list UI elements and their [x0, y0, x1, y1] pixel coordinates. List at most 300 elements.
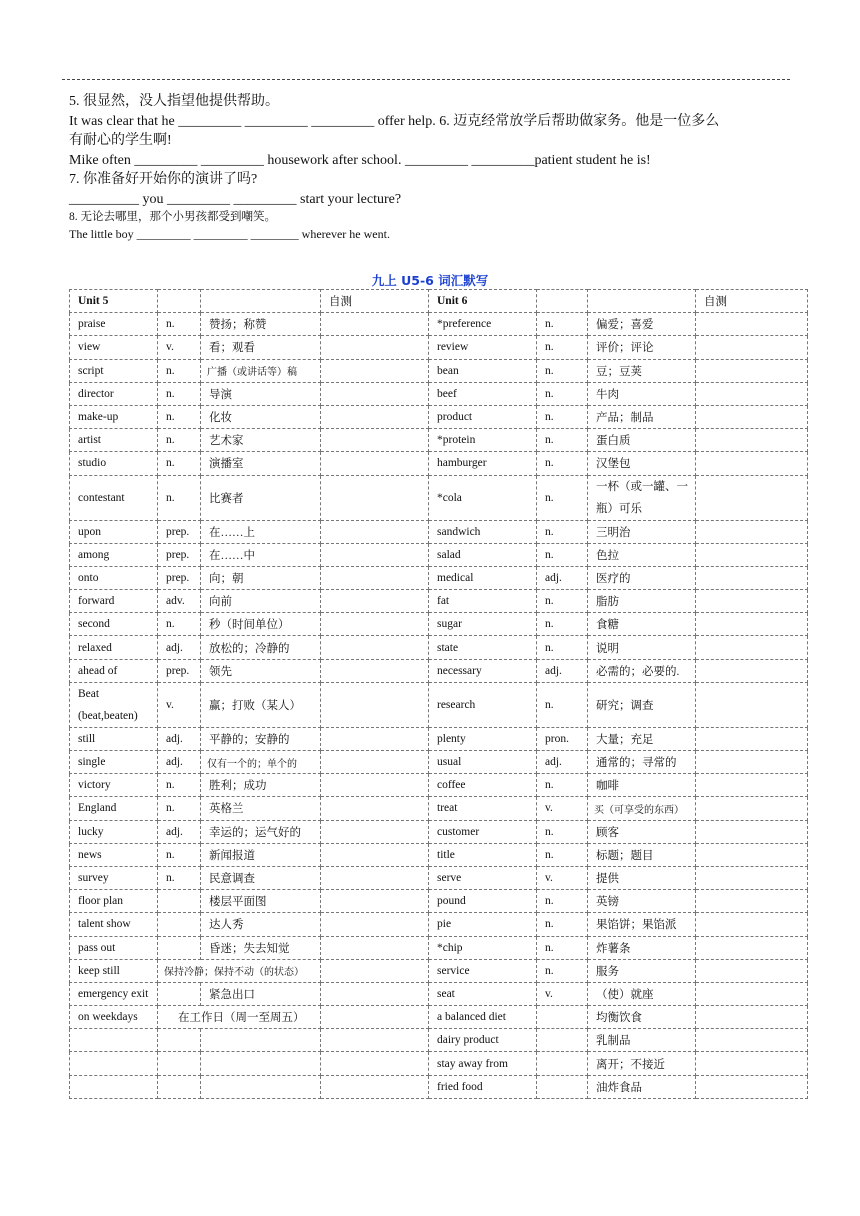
- word-cell: pie: [429, 913, 537, 936]
- meaning-cell: （使）就座: [588, 982, 696, 1005]
- self-test-cell: [696, 636, 808, 659]
- table-row: [70, 866, 808, 889]
- pos-cell: [158, 936, 201, 959]
- meaning-cell: 色拉: [588, 543, 696, 566]
- meaning-cell: 幸运的；运气好的: [201, 820, 321, 843]
- word-cell: among: [70, 543, 158, 566]
- word-cell: script: [70, 359, 158, 382]
- pos-cell: v.: [537, 982, 588, 1005]
- meaning-cell: [201, 1075, 321, 1098]
- self-test-cell: [321, 1029, 429, 1052]
- meaning-cell: 民意调查: [201, 866, 321, 889]
- meaning-cell: 胜利；成功: [201, 774, 321, 797]
- word-cell: forward: [70, 590, 158, 613]
- word-cell: [70, 1052, 158, 1075]
- meaning-cell: 紧急出口: [201, 982, 321, 1005]
- table-row: [70, 890, 808, 913]
- word-cell: news: [70, 843, 158, 866]
- pos-cell: v.: [158, 682, 201, 727]
- pos-cell: prep.: [158, 520, 201, 543]
- table-row: [70, 1029, 808, 1052]
- meaning-cell: 秒（时间单位）: [201, 613, 321, 636]
- table-row: [70, 590, 808, 613]
- pos-cell: [158, 1075, 201, 1098]
- self-test-cell: [321, 1075, 429, 1098]
- table-row: [70, 543, 808, 566]
- meaning-cell: 研究；调查: [588, 682, 696, 727]
- self-test-cell: [696, 359, 808, 382]
- pos-cell: [158, 913, 201, 936]
- word-cell: state: [429, 636, 537, 659]
- table-row: [70, 405, 808, 428]
- exercise-section: [69, 92, 793, 243]
- meaning-cell: 标题；题目: [588, 843, 696, 866]
- word-cell: director: [70, 382, 158, 405]
- word-cell: stay away from: [429, 1052, 537, 1075]
- pos-cell: [537, 1006, 588, 1029]
- table-row: [70, 959, 808, 982]
- word-cell: review: [429, 336, 537, 359]
- meaning-cell: 在……中: [201, 543, 321, 566]
- word-cell: second: [70, 613, 158, 636]
- vocabulary-table: [69, 289, 808, 1099]
- pos-cell: n.: [158, 382, 201, 405]
- pos-cell: n.: [537, 359, 588, 382]
- word-cell: *preference: [429, 313, 537, 336]
- word-cell: serve: [429, 866, 537, 889]
- word-cell: seat: [429, 982, 537, 1005]
- pos-cell: n.: [158, 429, 201, 452]
- table-row: [70, 1052, 808, 1075]
- self-test-cell: [321, 1052, 429, 1075]
- meaning-cell: 提供: [588, 866, 696, 889]
- word-cell: sandwich: [429, 520, 537, 543]
- table-row: [70, 936, 808, 959]
- pos-cell: [158, 1052, 201, 1075]
- self-test-cell: [696, 866, 808, 889]
- pos-cell: n.: [537, 336, 588, 359]
- empty-cell: [588, 290, 696, 313]
- exercise-line: Mike often _________ _________ housework after school. _________ _________patient student he is!: [69, 152, 651, 168]
- table-row: [70, 475, 808, 520]
- self-test-cell: [321, 405, 429, 428]
- pos-cell: adj.: [158, 751, 201, 774]
- self-test-cell: [696, 1075, 808, 1098]
- self-test-cell: [321, 520, 429, 543]
- meaning-cell: [201, 1029, 321, 1052]
- word-cell: praise: [70, 313, 158, 336]
- word-cell: title: [429, 843, 537, 866]
- table-row: [70, 613, 808, 636]
- word-cell: England: [70, 797, 158, 820]
- self-test-cell: [696, 959, 808, 982]
- pos-cell: [537, 1052, 588, 1075]
- exercise-line: 5. 很显然，没人指望他提供帮助。: [69, 94, 279, 109]
- empty-cell: [201, 290, 321, 313]
- table-row: [70, 682, 808, 727]
- self-test-cell: [321, 336, 429, 359]
- meaning-cell: 评价；评论: [588, 336, 696, 359]
- unit6-header: Unit 6: [429, 290, 537, 313]
- word-cell: bean: [429, 359, 537, 382]
- pos-cell: n.: [158, 843, 201, 866]
- self-test-cell: [321, 1006, 429, 1029]
- self-test-cell: [696, 520, 808, 543]
- self-test-cell: [321, 866, 429, 889]
- word-cell: view: [70, 336, 158, 359]
- table-row: [70, 1006, 808, 1029]
- self-test-cell: [696, 727, 808, 750]
- meaning-cell: 领先: [201, 659, 321, 682]
- word-cell: on weekdays: [70, 1006, 158, 1029]
- meaning-cell: 顾客: [588, 820, 696, 843]
- meaning-cell: 广播（或讲话等）稿: [201, 359, 321, 382]
- pos-cell: n.: [537, 774, 588, 797]
- meaning-cell: 必需的；必要的.: [588, 659, 696, 682]
- meaning-cell: 赢；打败（某人）: [201, 682, 321, 727]
- self-test-cell: [321, 774, 429, 797]
- exercise-line: The little boy _________ _________ ________ wherever he went.: [69, 227, 390, 241]
- word-cell: salad: [429, 543, 537, 566]
- self-test-cell: [696, 936, 808, 959]
- meaning-cell: 通常的；寻常的: [588, 751, 696, 774]
- word-cell: ahead of: [70, 659, 158, 682]
- meaning-cell: 在……上: [201, 520, 321, 543]
- meaning-cell: 楼层平面图: [201, 890, 321, 913]
- meaning-cell: 汉堡包: [588, 452, 696, 475]
- pos-cell: n.: [537, 913, 588, 936]
- word-cell: keep still: [70, 959, 158, 982]
- pos-cell: n.: [537, 890, 588, 913]
- pos-cell: n.: [537, 543, 588, 566]
- self-test-cell: [321, 982, 429, 1005]
- meaning-cell: 向前: [201, 590, 321, 613]
- meaning-cell: 蛋白质: [588, 429, 696, 452]
- self-test-cell: [321, 659, 429, 682]
- word-cell: survey: [70, 866, 158, 889]
- pos-cell: [158, 890, 201, 913]
- pos-cell: n.: [537, 636, 588, 659]
- self-test-cell: [696, 843, 808, 866]
- self-test-cell: [696, 982, 808, 1005]
- exercise-line: 有耐心的学生啊!: [69, 133, 172, 148]
- meaning-cell: 昏迷；失去知觉: [201, 936, 321, 959]
- self-test-cell: [696, 405, 808, 428]
- table-row: [70, 429, 808, 452]
- self-test-cell: [321, 797, 429, 820]
- meaning-cell: 大量；充足: [588, 727, 696, 750]
- meaning-cell: 医疗的: [588, 566, 696, 589]
- word-cell: fried food: [429, 1075, 537, 1098]
- self-test-cell: [696, 1006, 808, 1029]
- word-cell: necessary: [429, 659, 537, 682]
- pos-cell: prep.: [158, 543, 201, 566]
- meaning-cell: 在工作日（周一至周五）: [158, 1006, 321, 1029]
- pos-cell: adj.: [158, 727, 201, 750]
- pos-cell: n.: [158, 405, 201, 428]
- self-test-cell: [321, 682, 429, 727]
- meaning-cell: 艺术家: [201, 429, 321, 452]
- table-row: [70, 636, 808, 659]
- meaning-cell: 脂肪: [588, 590, 696, 613]
- table-row: [70, 566, 808, 589]
- self-test-cell: [321, 313, 429, 336]
- self-test-cell: [696, 1029, 808, 1052]
- meaning-cell: 看；观看: [201, 336, 321, 359]
- self-test-cell: [696, 613, 808, 636]
- meaning-cell: 保持冷静；保持不动（的状态）: [158, 959, 321, 982]
- pos-cell: n.: [158, 313, 201, 336]
- meaning-cell: 演播室: [201, 452, 321, 475]
- pos-cell: n.: [537, 820, 588, 843]
- meaning-cell: 平静的；安静的: [201, 727, 321, 750]
- meaning-cell: 牛肉: [588, 382, 696, 405]
- meaning-cell: 买（可享受的东西）: [588, 797, 696, 820]
- word-cell: [70, 1075, 158, 1098]
- meaning-cell: 说明: [588, 636, 696, 659]
- pos-cell: adj.: [537, 566, 588, 589]
- meaning-cell: 炸薯条: [588, 936, 696, 959]
- word-cell: *chip: [429, 936, 537, 959]
- word-cell: studio: [70, 452, 158, 475]
- pos-cell: adj.: [537, 659, 588, 682]
- meaning-cell: 豆；豆荚: [588, 359, 696, 382]
- word-cell: *protein: [429, 429, 537, 452]
- pos-cell: pron.: [537, 727, 588, 750]
- word-cell: fat: [429, 590, 537, 613]
- empty-cell: [537, 290, 588, 313]
- meaning-cell: 三明治: [588, 520, 696, 543]
- self-test-cell: [696, 1052, 808, 1075]
- meaning-cell: 仅有一个的；单个的: [201, 751, 321, 774]
- pos-cell: n.: [537, 405, 588, 428]
- self-test-cell: [696, 566, 808, 589]
- word-cell: relaxed: [70, 636, 158, 659]
- self-test-cell: [696, 751, 808, 774]
- pos-cell: n.: [158, 475, 201, 520]
- exercise-line: 8. 无论去哪里，那个小男孩都受到嘲笑。: [69, 211, 276, 223]
- exercise-line: __________ you _________ _________ start your lecture?: [69, 191, 402, 207]
- table-row: [70, 452, 808, 475]
- word-cell: sugar: [429, 613, 537, 636]
- word-cell: lucky: [70, 820, 158, 843]
- pos-cell: n.: [537, 382, 588, 405]
- meaning-cell: 英格兰: [201, 797, 321, 820]
- self-test-cell: [321, 820, 429, 843]
- self-test-header: 自测: [321, 290, 429, 313]
- meaning-cell: 英镑: [588, 890, 696, 913]
- meaning-cell: 离开；不接近: [588, 1052, 696, 1075]
- table-row: [70, 359, 808, 382]
- word-cell: floor plan: [70, 890, 158, 913]
- word-cell: talent show: [70, 913, 158, 936]
- table-row: [70, 751, 808, 774]
- pos-cell: n.: [537, 429, 588, 452]
- pos-cell: n.: [158, 359, 201, 382]
- meaning-cell: 油炸食品: [588, 1075, 696, 1098]
- pos-cell: adv.: [158, 590, 201, 613]
- meaning-cell: [201, 1052, 321, 1075]
- pos-cell: prep.: [158, 659, 201, 682]
- self-test-cell: [696, 452, 808, 475]
- pos-cell: n.: [158, 452, 201, 475]
- word-cell: Beat (beat,beaten): [70, 682, 158, 727]
- pos-cell: n.: [158, 774, 201, 797]
- pos-cell: n.: [537, 313, 588, 336]
- self-test-cell: [696, 797, 808, 820]
- pos-cell: prep.: [158, 566, 201, 589]
- word-cell: usual: [429, 751, 537, 774]
- table-row: [70, 982, 808, 1005]
- self-test-header: 自测: [696, 290, 808, 313]
- pos-cell: [158, 1029, 201, 1052]
- exercise-line: 7. 你准备好开始你的演讲了吗?: [69, 172, 258, 187]
- pos-cell: n.: [537, 475, 588, 520]
- self-test-cell: [321, 636, 429, 659]
- self-test-cell: [696, 429, 808, 452]
- empty-cell: [158, 290, 201, 313]
- pos-cell: n.: [537, 590, 588, 613]
- self-test-cell: [321, 475, 429, 520]
- exercise-line: It was clear that he _________ _________ _________ offer help. 6. 迈克经常放学后帮助做家务。他是一位多么: [69, 113, 720, 129]
- word-cell: hamburger: [429, 452, 537, 475]
- unit5-header: Unit 5: [70, 290, 158, 313]
- pos-cell: v.: [537, 797, 588, 820]
- pos-cell: adj.: [158, 820, 201, 843]
- pos-cell: n.: [537, 959, 588, 982]
- self-test-cell: [321, 613, 429, 636]
- table-row: [70, 382, 808, 405]
- pos-cell: n.: [158, 797, 201, 820]
- self-test-cell: [696, 774, 808, 797]
- meaning-cell: 向；朝: [201, 566, 321, 589]
- pos-cell: n.: [537, 613, 588, 636]
- self-test-cell: [696, 659, 808, 682]
- self-test-cell: [321, 452, 429, 475]
- pos-cell: adj.: [158, 636, 201, 659]
- pos-cell: n.: [158, 613, 201, 636]
- word-cell: pound: [429, 890, 537, 913]
- pos-cell: n.: [537, 682, 588, 727]
- word-cell: beef: [429, 382, 537, 405]
- self-test-cell: [696, 590, 808, 613]
- self-test-cell: [321, 429, 429, 452]
- word-cell: treat: [429, 797, 537, 820]
- meaning-cell: 达人秀: [201, 913, 321, 936]
- word-cell: plenty: [429, 727, 537, 750]
- self-test-cell: [696, 336, 808, 359]
- word-cell: research: [429, 682, 537, 727]
- word-cell: upon: [70, 520, 158, 543]
- meaning-cell: 化妆: [201, 405, 321, 428]
- table-row: [70, 659, 808, 682]
- word-cell: emergency exit: [70, 982, 158, 1005]
- pos-cell: adj.: [537, 751, 588, 774]
- self-test-cell: [321, 382, 429, 405]
- meaning-cell: 放松的；冷静的: [201, 636, 321, 659]
- table-row: [70, 336, 808, 359]
- meaning-cell: 均衡饮食: [588, 1006, 696, 1029]
- meaning-cell: 乳制品: [588, 1029, 696, 1052]
- self-test-cell: [321, 359, 429, 382]
- word-cell: single: [70, 751, 158, 774]
- table-row: [70, 727, 808, 750]
- self-test-cell: [321, 843, 429, 866]
- self-test-cell: [696, 313, 808, 336]
- word-cell: still: [70, 727, 158, 750]
- pos-cell: n.: [537, 520, 588, 543]
- pos-cell: [537, 1029, 588, 1052]
- word-cell: *cola: [429, 475, 537, 520]
- table-row: [70, 520, 808, 543]
- meaning-cell: 偏爱；喜爱: [588, 313, 696, 336]
- meaning-cell: 产品；制品: [588, 405, 696, 428]
- meaning-cell: 咖啡: [588, 774, 696, 797]
- pos-cell: n.: [537, 936, 588, 959]
- top-divider: [62, 79, 790, 80]
- self-test-cell: [321, 751, 429, 774]
- meaning-cell: 新闻报道: [201, 843, 321, 866]
- pos-cell: [158, 982, 201, 1005]
- meaning-cell: 果馅饼；果馅派: [588, 913, 696, 936]
- self-test-cell: [321, 936, 429, 959]
- self-test-cell: [321, 566, 429, 589]
- pos-cell: [537, 1075, 588, 1098]
- self-test-cell: [321, 590, 429, 613]
- table-row: [70, 843, 808, 866]
- table-header-row: [70, 290, 808, 313]
- self-test-cell: [696, 913, 808, 936]
- meaning-cell: 食糖: [588, 613, 696, 636]
- word-cell: customer: [429, 820, 537, 843]
- self-test-cell: [696, 543, 808, 566]
- word-cell: product: [429, 405, 537, 428]
- word-cell: [70, 1029, 158, 1052]
- word-cell: coffee: [429, 774, 537, 797]
- word-cell: onto: [70, 566, 158, 589]
- meaning-cell: 导演: [201, 382, 321, 405]
- table-row: [70, 313, 808, 336]
- meaning-cell: 服务: [588, 959, 696, 982]
- word-cell: make-up: [70, 405, 158, 428]
- table-row: [70, 820, 808, 843]
- pos-cell: n.: [158, 866, 201, 889]
- word-cell: medical: [429, 566, 537, 589]
- self-test-cell: [696, 475, 808, 520]
- pos-cell: n.: [537, 843, 588, 866]
- pos-cell: v.: [158, 336, 201, 359]
- meaning-cell: 一杯（或一罐、一瓶）可乐: [588, 475, 696, 520]
- self-test-cell: [321, 890, 429, 913]
- table-row: [70, 797, 808, 820]
- word-cell: dairy product: [429, 1029, 537, 1052]
- self-test-cell: [321, 727, 429, 750]
- word-cell: a balanced diet: [429, 1006, 537, 1029]
- pos-cell: n.: [537, 452, 588, 475]
- self-test-cell: [696, 820, 808, 843]
- word-cell: service: [429, 959, 537, 982]
- meaning-cell: 比赛者: [201, 475, 321, 520]
- self-test-cell: [696, 382, 808, 405]
- self-test-cell: [321, 543, 429, 566]
- pos-cell: v.: [537, 866, 588, 889]
- self-test-cell: [696, 682, 808, 727]
- word-cell: artist: [70, 429, 158, 452]
- table-row: [70, 774, 808, 797]
- table-title: 九上 U5-6 词汇默写: [371, 273, 489, 288]
- word-cell: pass out: [70, 936, 158, 959]
- self-test-cell: [321, 959, 429, 982]
